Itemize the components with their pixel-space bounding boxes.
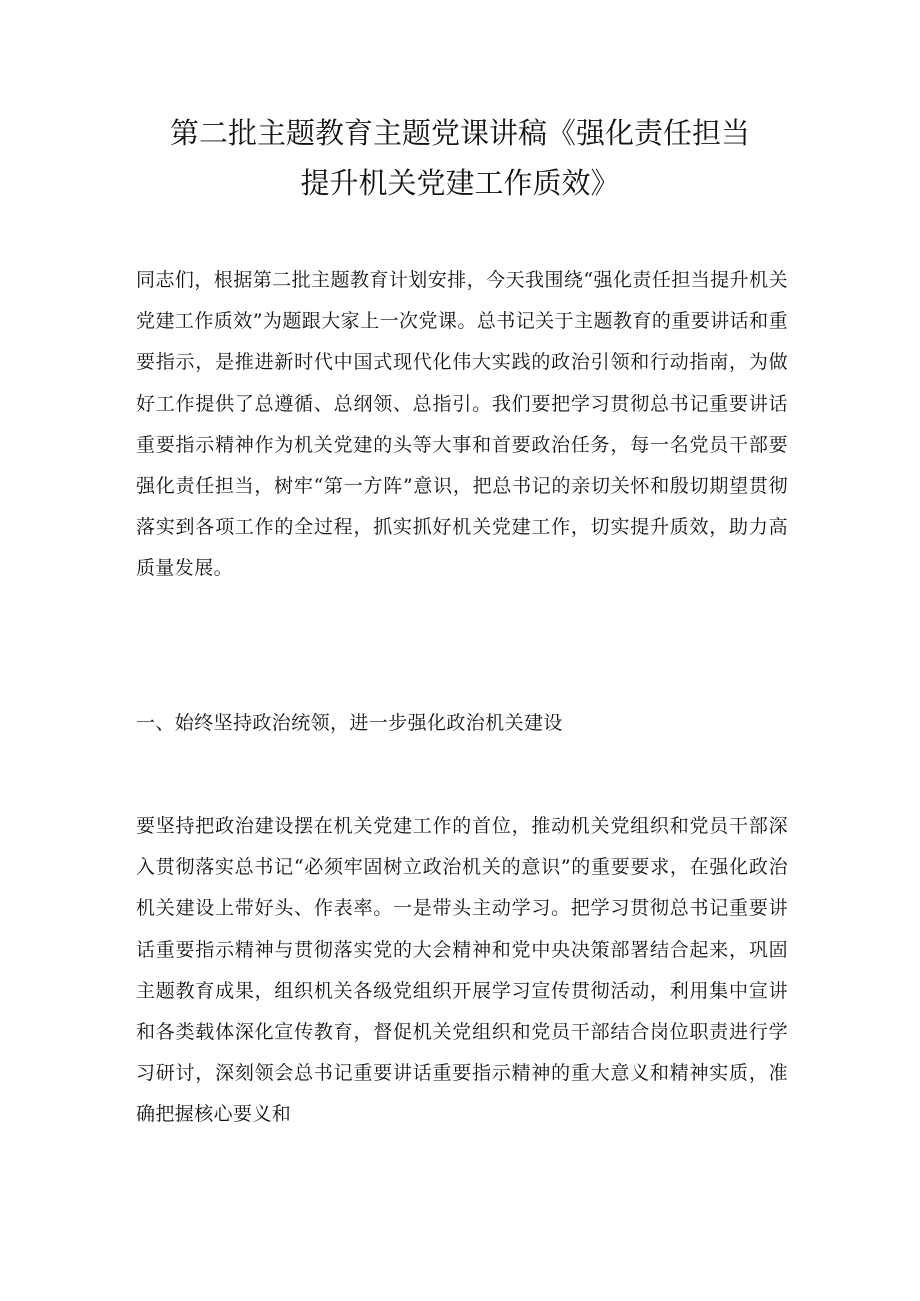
title-line-2: 提升机关党建工作质效》 [300,166,620,200]
section-1-heading: 一、始终坚持政治统领，进一步强化政治机关建设 [136,712,563,734]
intro-paragraph: 同志们，根据第二批主题教育计划安排，今天我围绕“强化责任担当提升机关党建工作质效”为题跟大家上一次党课。总书记关于主题教育的重要讲话和重要指示，是推进新时代中国式现代化伟大实践的政治引领和行动指南，为做好工作提供了总遵循、总纲领、总指引。我们要把学习贯彻总书记重要讲话重要指示精神作为机关党建的头等大事和首要政治任务，每一名党员干部要强化责任担当，树牢“第一方阵”意识，把总书记的亲切关怀和殷切期望贯彻落实到各项工作的全过程，抓实抓好机关党建工作，切实提升质效，助力高质量发展。 [136,269,788,580]
title-line-1: 第二批主题教育主题党课讲稿《强化责任担当 [169,116,750,150]
document-title [110,108,810,208]
section-1-paragraph: 要坚持把政治建设摆在机关党建工作的首位，推动机关党组织和党员干部深入贯彻落实总书记“必须牢固树立政治机关的意识”的重要要求，在强化政治机关建设上带好头、作表率。一是带头主动学习。把学习贯彻总书记重要讲话重要指示精神与贯彻落实党的大会精神和党中央决策部署结合起来，巩固主题教育成果，组织机关各级党组织开展学习宣传贯彻活动，利用集中宣讲和各类载体深化宣传教育，督促机关党组织和党员干部结合岗位职责进行学习研讨，深刻领会总书记重要讲话重要指示精神的重大意义和精神实质，准确把握核心要义和 [136,815,788,1126]
